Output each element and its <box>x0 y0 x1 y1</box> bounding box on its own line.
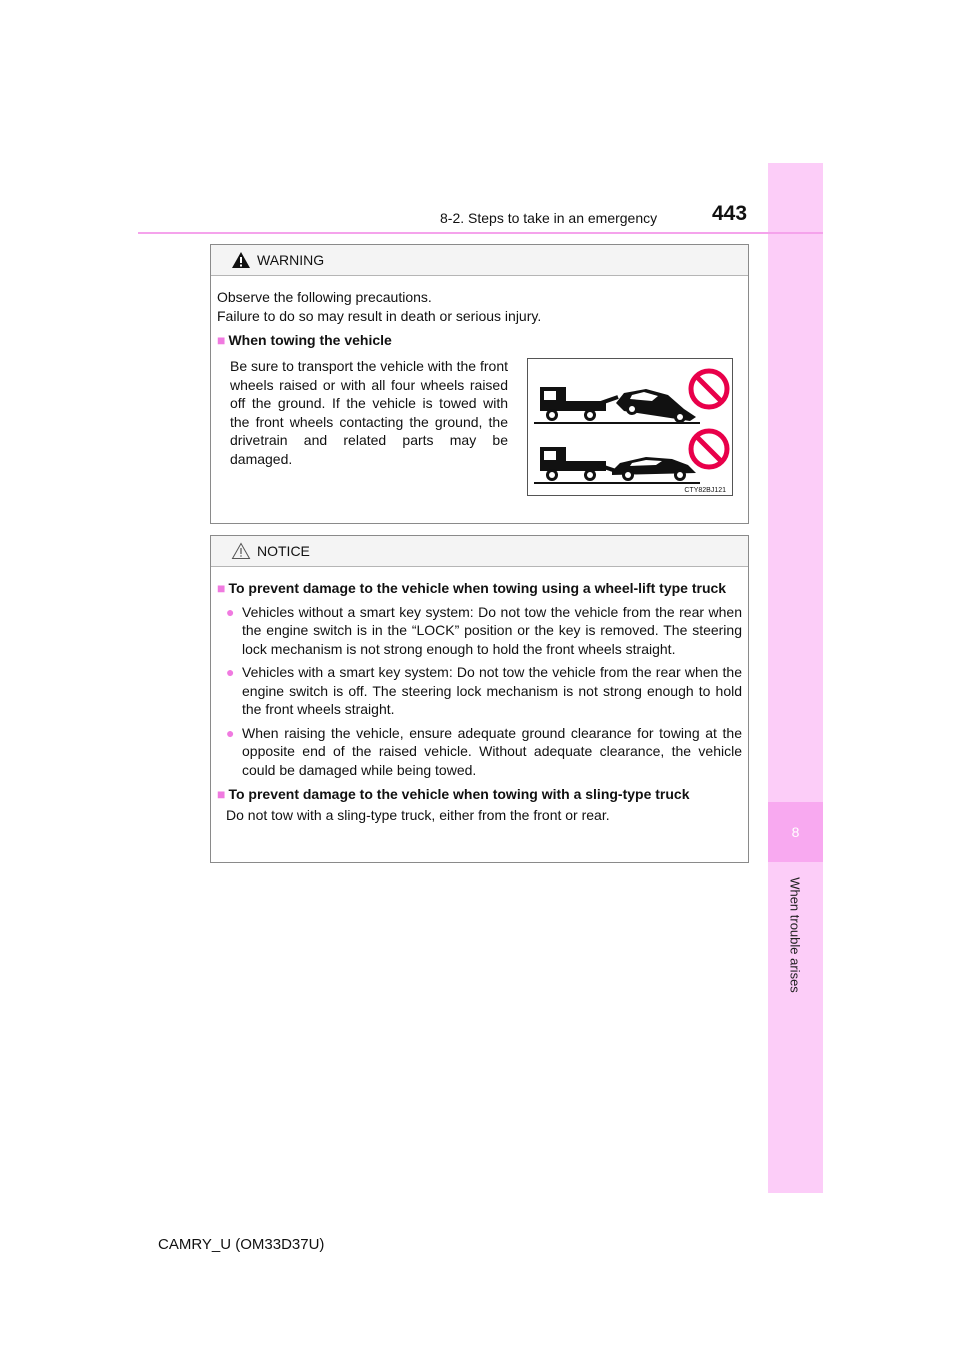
prohibition-icon-2 <box>691 431 727 467</box>
square-bullet-icon: ■ <box>217 332 226 348</box>
section-title: 8-2. Steps to take in an emergency <box>440 210 658 226</box>
warning-header <box>211 245 748 276</box>
car-ground-icon <box>612 457 696 481</box>
header-rule <box>138 232 823 234</box>
warning-text: Be sure to transport the vehicle with the front wheels raised or with all four wheels raised off the ground. If the vehicle is towed with the front wheels contacting the ground, the drivetrain and related parts may be damaged. <box>230 358 508 467</box>
warning-heading <box>217 331 742 350</box>
notice-item-3-text: When raising the vehicle, ensure adequate ground clearance for towing at the opposite end of the raised vehicle. Without adequate clearance, the vehicle could be damaged while being towed. <box>242 724 742 778</box>
prohibition-icon <box>691 371 727 407</box>
notice-box <box>210 535 749 863</box>
warning-body <box>211 276 748 350</box>
circle-bullet-icon: ● <box>226 603 235 620</box>
circle-bullet-icon: ● <box>226 724 235 741</box>
notice-heading-1 <box>217 579 742 598</box>
square-bullet-icon: ■ <box>217 580 226 596</box>
circle-bullet-icon: ● <box>226 664 235 680</box>
chapter-number: 8 <box>791 824 800 840</box>
page-number: 443 <box>712 202 748 225</box>
notice-item-3 <box>226 724 742 780</box>
notice-header <box>211 536 748 567</box>
warning-intro: Observe the following precautions. <box>217 289 432 305</box>
notice-body <box>211 567 748 824</box>
warning-box <box>210 244 749 524</box>
figure-code: CTY82BJ121 <box>684 487 726 494</box>
warning-heading-text: When towing the vehicle <box>228 332 392 348</box>
notice-item-2 <box>226 663 742 719</box>
notice-heading-2 <box>217 785 742 804</box>
notice-item-1 <box>226 603 742 659</box>
tow-truck-icon <box>540 387 618 421</box>
warning-label: WARNING <box>257 252 325 268</box>
warning-triangle-icon <box>231 251 251 269</box>
chapter-number-tab[interactable] <box>768 802 823 862</box>
chapter-sidebar <box>768 163 823 1193</box>
model-code: CAMRY_U (OM33D37U) <box>158 1236 325 1253</box>
caution-triangle-icon <box>231 542 251 560</box>
notice-heading-2-text: To prevent damage to the vehicle when towing with a sling-type truck <box>228 786 690 802</box>
chapter-title: When trouble arises <box>787 877 803 993</box>
warning-intro-2: Failure to do so may result in death or serious injury. <box>217 307 542 324</box>
notice-item-2-text: Vehicles with a smart key system: Do not tow the vehicle from the rear when the engine switch is off. The steering lock mechanism is not strong enough to hold the front wheels straight. <box>242 664 742 717</box>
square-bullet-icon: ■ <box>217 786 226 802</box>
towing-illustration <box>527 358 733 496</box>
notice-text-2: Do not tow with a sling-type truck, either from the front or rear. <box>226 806 610 823</box>
notice-label: NOTICE <box>257 543 310 559</box>
notice-item-1-text: Vehicles without a smart key system: Do not tow the vehicle from the rear when the engine switch is in the “LOCK” position or the key is removed. The steering lock mechanism is not strong enough to hold the front wheels straight. <box>242 603 742 657</box>
notice-heading-1-text: To prevent damage to the vehicle when towing using a wheel-lift type truck <box>228 580 727 596</box>
towing-figure-svg <box>528 359 732 495</box>
tow-truck-icon-2 <box>540 447 616 481</box>
car-raised-icon <box>616 389 696 423</box>
